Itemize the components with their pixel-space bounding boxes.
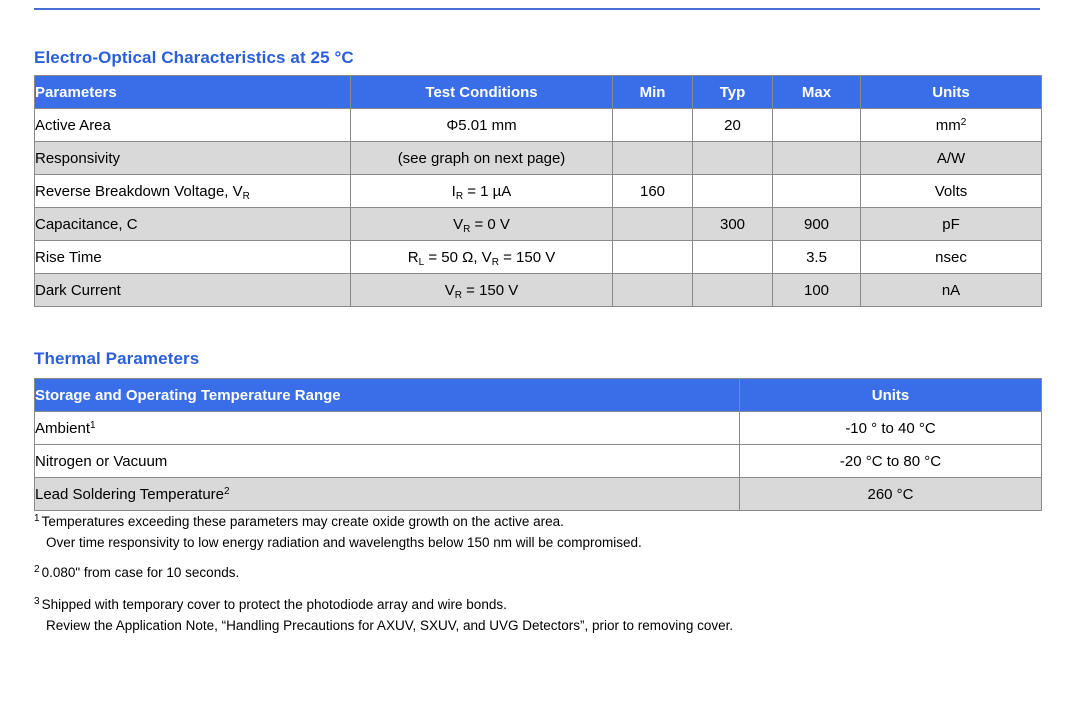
- cell-typ: [693, 241, 773, 274]
- cell-max: 100: [773, 274, 861, 307]
- table-row: [35, 208, 1042, 241]
- parameter-subscript: R: [242, 190, 250, 202]
- cell-conditions: (see graph on next page): [351, 142, 613, 175]
- cell-max: [773, 142, 861, 175]
- column-header-temperature-range: Storage and Operating Temperature Range: [35, 379, 740, 412]
- label-superscript: 2: [224, 485, 230, 497]
- footnote-line-1: 0.080" from case for 10 seconds.: [41, 565, 240, 580]
- conditions-rest: = 50 Ω, V: [424, 248, 492, 266]
- cell-conditions: [351, 274, 613, 307]
- cell-parameter: Active Area: [35, 109, 351, 142]
- column-header-units: Units: [740, 379, 1042, 412]
- cell-units: nsec: [861, 241, 1042, 274]
- thermal-parameters-table: [34, 378, 1042, 511]
- column-header-test-conditions: Test Conditions: [351, 76, 613, 109]
- table-row: [35, 175, 1042, 208]
- footnote-1: [34, 512, 1044, 552]
- conditions-symbol: V: [444, 281, 455, 299]
- footnote-line-2: Review the Application Note, “Handling Precautions for AXUV, SXUV, and UVG Detectors”, prior to removing cover.: [46, 618, 734, 633]
- cell-typ: [693, 274, 773, 307]
- conditions-symbol: R: [407, 248, 419, 266]
- cell-parameter: Responsivity: [35, 142, 351, 175]
- column-header-typ: Typ: [693, 76, 773, 109]
- parameter-text: Reverse Breakdown Voltage, V: [35, 182, 243, 200]
- cell-min: [613, 142, 693, 175]
- cell-conditions: [351, 208, 613, 241]
- cell-label: Nitrogen or Vacuum: [35, 445, 740, 478]
- units-superscript: 2: [960, 116, 967, 128]
- column-header-parameters: Parameters: [35, 76, 351, 109]
- cell-conditions: Φ5.01 mm: [351, 109, 613, 142]
- cell-typ: 300: [693, 208, 773, 241]
- cell-label: [35, 412, 740, 445]
- cell-units: A/W: [861, 142, 1042, 175]
- footnote-line-1: Shipped with temporary cover to protect the photodiode array and wire bonds.: [41, 597, 507, 612]
- column-header-max: Max: [773, 76, 861, 109]
- cell-value: 260 °C: [740, 478, 1042, 511]
- conditions-rest: = 1 µA: [463, 182, 512, 200]
- footnote-marker: 2: [34, 564, 40, 575]
- cell-min: 160: [613, 175, 693, 208]
- cell-min: [613, 208, 693, 241]
- conditions-rest: = 0 V: [470, 215, 510, 233]
- table-row: [35, 478, 1042, 511]
- table-row: [35, 445, 1042, 478]
- conditions-subscript: R: [454, 289, 462, 301]
- cell-max: [773, 109, 861, 142]
- conditions-symbol: I: [451, 182, 456, 200]
- cell-min: [613, 274, 693, 307]
- cell-typ: 20: [693, 109, 773, 142]
- footnote-line-1: Temperatures exceeding these parameters may create oxide growth on the active area.: [41, 514, 564, 529]
- footnote-marker: 3: [34, 596, 40, 607]
- footnotes: [34, 512, 1044, 646]
- cell-label: [35, 478, 740, 511]
- cell-typ: [693, 175, 773, 208]
- units-text: mm: [935, 116, 961, 134]
- footnote-2: [34, 563, 1044, 584]
- label-text: Ambient: [35, 419, 91, 437]
- conditions-subscript-2: R: [491, 256, 499, 268]
- table-row: [35, 274, 1042, 307]
- conditions-subscript: L: [418, 256, 425, 268]
- thermal-section-title: Thermal Parameters: [34, 349, 200, 368]
- label-superscript: 1: [90, 419, 96, 431]
- label-text: Lead Soldering Temperature: [35, 485, 225, 503]
- cell-max: 3.5: [773, 241, 861, 274]
- table-header-row: [35, 379, 1042, 412]
- cell-max: 900: [773, 208, 861, 241]
- conditions-symbol: V: [453, 215, 464, 233]
- cell-parameter: Capacitance, C: [35, 208, 351, 241]
- cell-conditions: [351, 175, 613, 208]
- column-header-units: Units: [861, 76, 1042, 109]
- table-row: [35, 142, 1042, 175]
- footnote-marker: 1: [34, 513, 40, 524]
- table-row: [35, 109, 1042, 142]
- cell-value: -20 °C to 80 °C: [740, 445, 1042, 478]
- cell-parameter: Rise Time: [35, 241, 351, 274]
- cell-conditions: [351, 241, 613, 274]
- electro-optical-section-title: Electro-Optical Characteristics at 25 °C: [34, 48, 354, 67]
- conditions-rest: = 150 V: [461, 281, 519, 299]
- conditions-rest-2: = 150 V: [498, 248, 556, 266]
- cell-units: nA: [861, 274, 1042, 307]
- conditions-subscript: R: [463, 223, 471, 235]
- cell-typ: [693, 142, 773, 175]
- cell-units: [861, 109, 1042, 142]
- electro-optical-table: [34, 75, 1042, 307]
- cell-value: -10 ° to 40 °C: [740, 412, 1042, 445]
- table-row: [35, 241, 1042, 274]
- footnote-3: [34, 595, 1044, 635]
- top-divider: [34, 8, 1040, 10]
- cell-min: [613, 241, 693, 274]
- footnote-line-2: Over time responsivity to low energy radiation and wavelengths below 150 nm will be compromised.: [46, 535, 642, 550]
- cell-units: pF: [861, 208, 1042, 241]
- table-header-row: [35, 76, 1042, 109]
- column-header-min: Min: [613, 76, 693, 109]
- table-row: [35, 412, 1042, 445]
- cell-parameter: Dark Current: [35, 274, 351, 307]
- cell-units: Volts: [861, 175, 1042, 208]
- conditions-subscript: R: [455, 190, 464, 202]
- cell-parameter: [35, 175, 351, 208]
- cell-max: [773, 175, 861, 208]
- cell-min: [613, 109, 693, 142]
